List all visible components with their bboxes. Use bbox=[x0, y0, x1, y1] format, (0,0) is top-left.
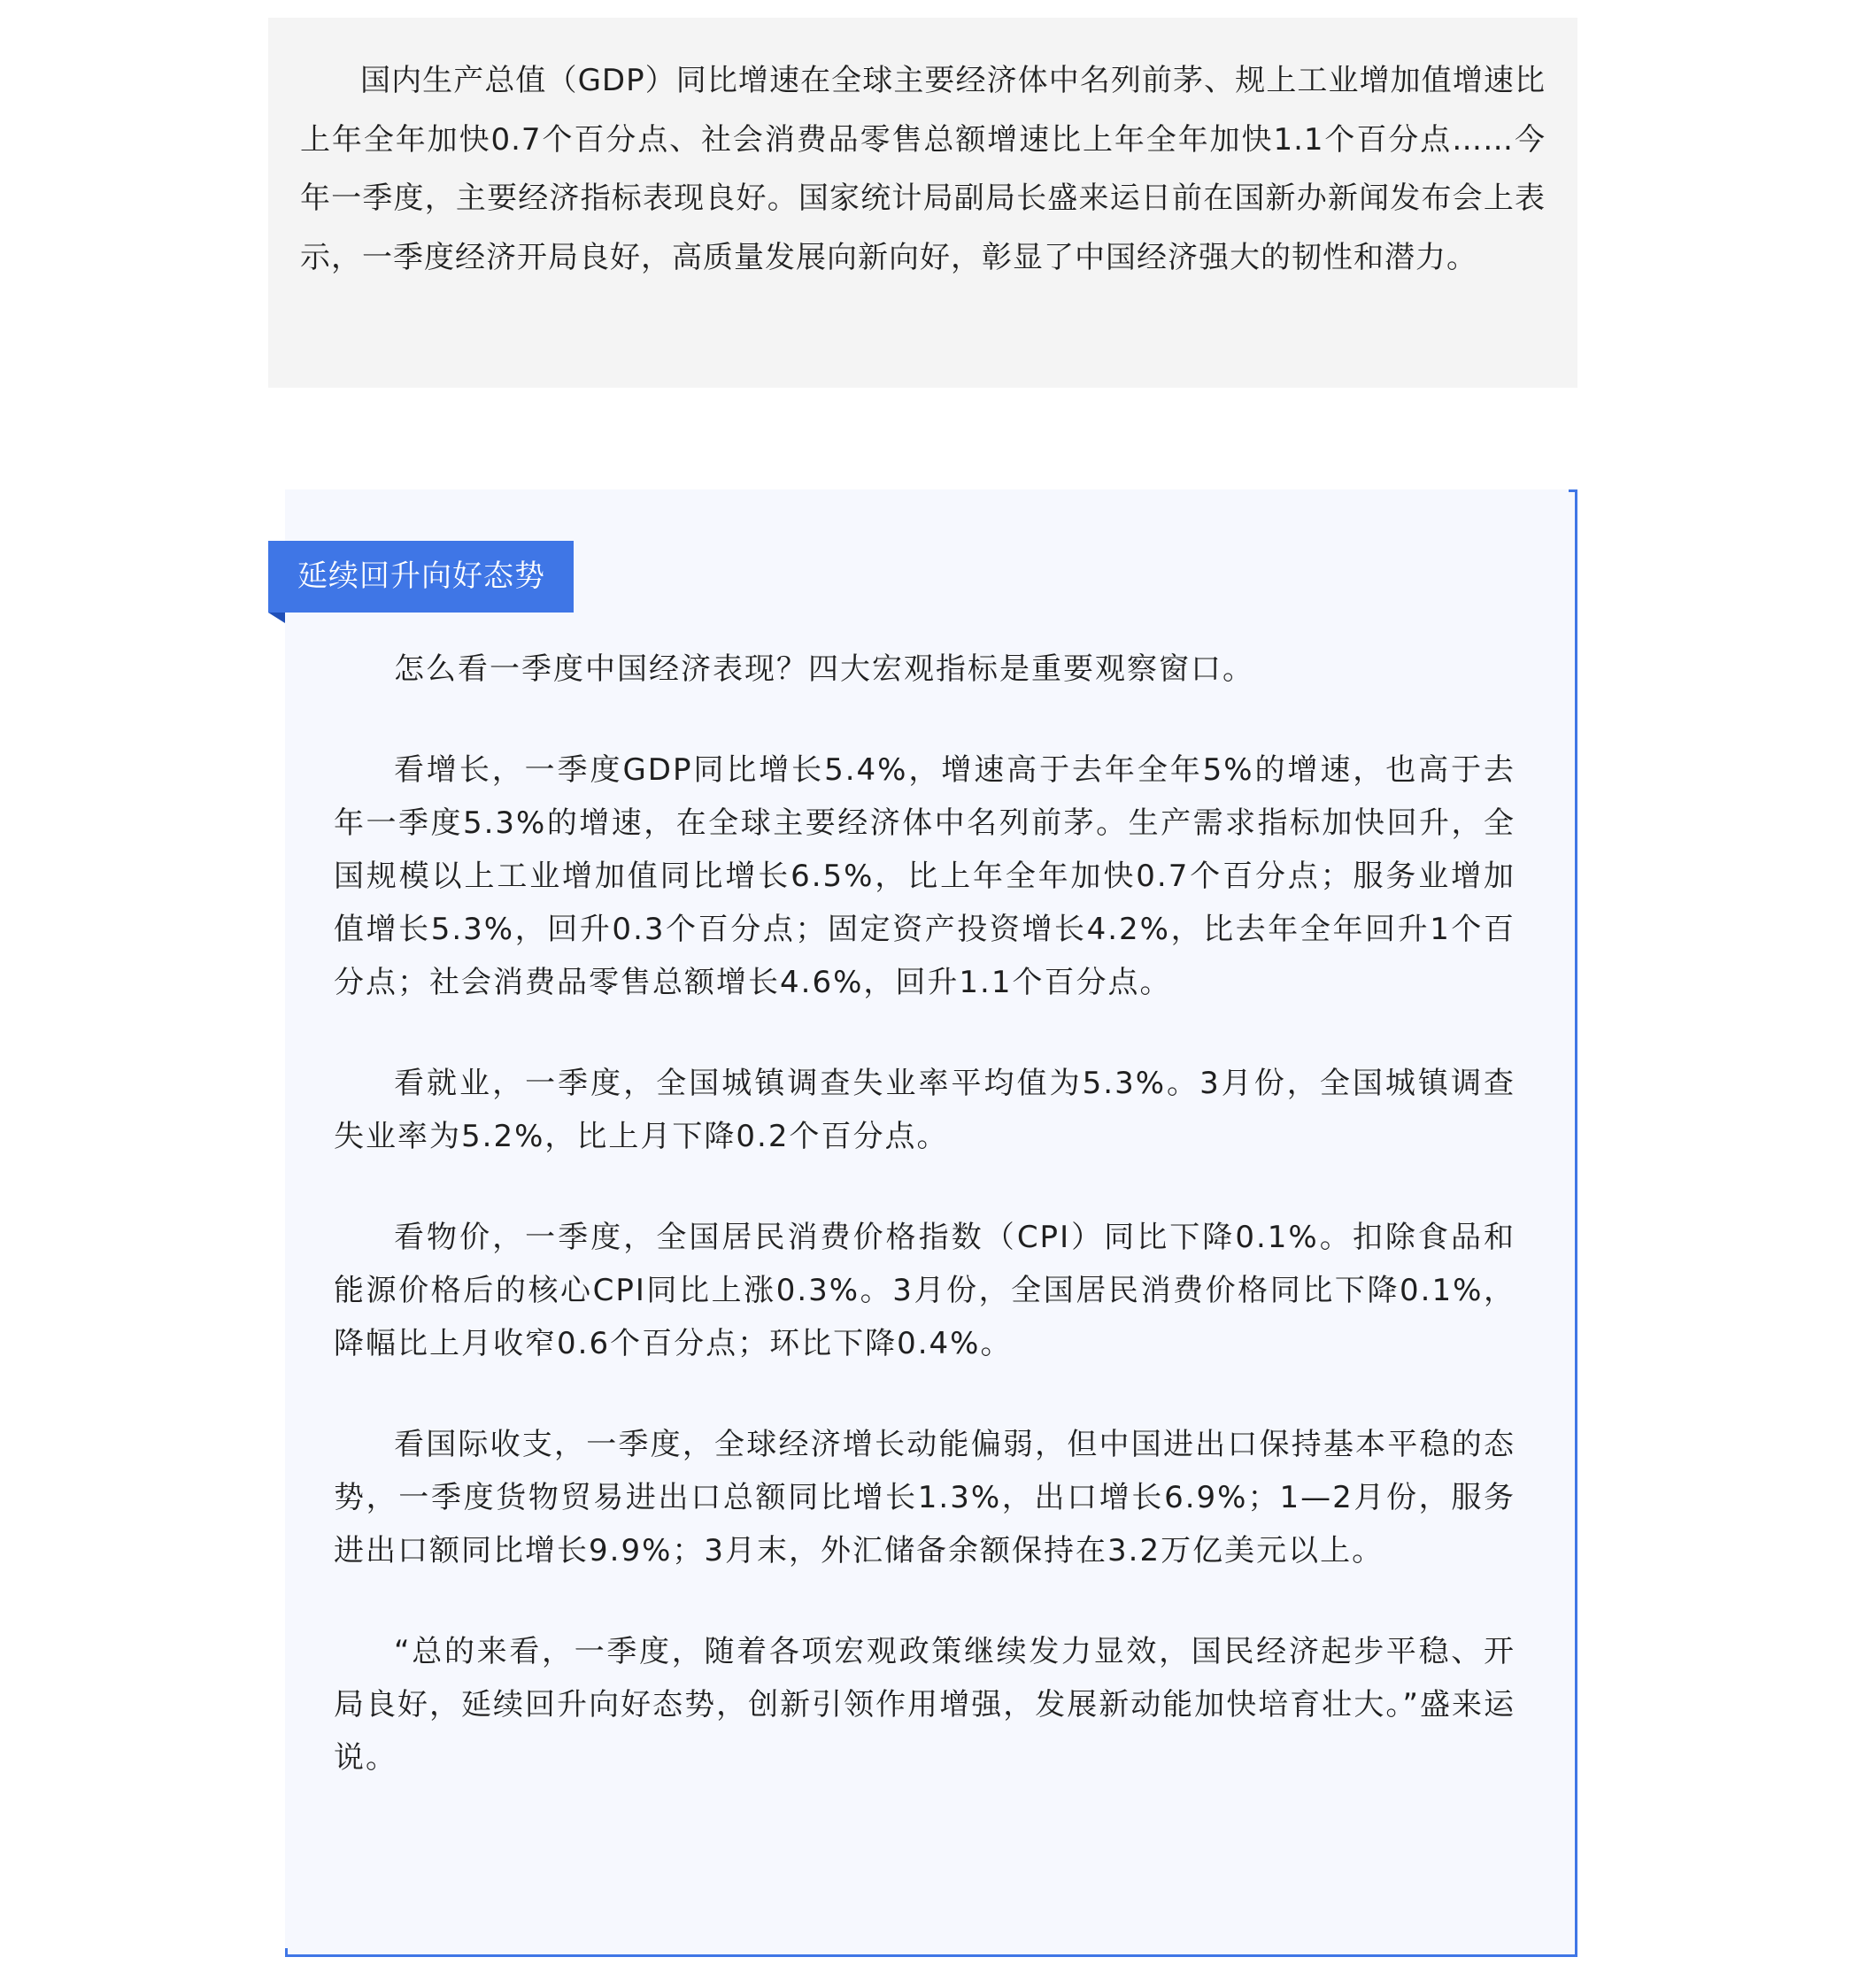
body-paragraph-employment: 看就业，一季度，全国城镇调查失业率平均值为5.3%。3月份，全国城镇调查失业率为5.2%，比上月下降0.2个百分点。 bbox=[334, 1066, 1516, 1154]
body-paragraph-intro: 怎么看一季度中国经济表现？四大宏观指标是重要观察窗口。 bbox=[394, 651, 1254, 687]
body-paragraph-balance-of-payments: 看国际收支，一季度，全球经济增长动能偏弱，但中国进出口保持基本平稳的态势，一季度货物贸易进出口总额同比增长1.3%，出口增长6.9%；1—2月份，服务进出口额同比增长9.9%；3月末，外汇储备余额保持在3.2万亿美元以上。 bbox=[334, 1427, 1516, 1568]
intro-box bbox=[268, 18, 1577, 388]
body-paragraph-quote: “总的来看，一季度，随着各项宏观政策继续发力显效，国民经济起步平稳、开局良好，延续回升向好态势，创新引领作用增强，发展新动能加快培育壮大。”盛来运说。 bbox=[334, 1634, 1516, 1776]
section-body bbox=[334, 643, 1516, 1832]
section-tag-fold bbox=[268, 613, 285, 623]
section-title-tag: 延续回升向好态势 bbox=[268, 541, 574, 613]
body-paragraph-prices: 看物价，一季度，全国居民消费价格指数（CPI）同比下降0.1%。扣除食品和能源价格后的核心CPI同比上涨0.3%。3月份，全国居民消费价格同比下降0.1%，降幅比上月收窄0.6个百分点；环比下降0.4%。 bbox=[334, 1220, 1516, 1361]
card-corner-top bbox=[1569, 489, 1577, 492]
body-paragraph-growth: 看增长，一季度GDP同比增长5.4%，增速高于去年全年5%的增速，也高于去年一季度5.3%的增速，在全球主要经济体中名列前茅。生产需求指标加快回升，全国规模以上工业增加值同比增长6.5%，比上年全年加快0.7个百分点；服务业增加值增长5.3%，回升0.3个百分点；固定资产投资增长4.2%，比去年全年回升1个百分点；社会消费品零售总额增长4.6%，回升1.1个百分点。 bbox=[334, 752, 1516, 1000]
card-corner-left bbox=[285, 1948, 288, 1957]
intro-paragraph: 国内生产总值（GDP）同比增速在全球主要经济体中名列前茅、规上工业增加值增速比上年全年加快0.7个百分点、社会消费品零售总额增速比上年全年加快1.1个百分点……今年一季度，主要经济指标表现良好。国家统计局副局长盛来运日前在国新办新闻发布会上表示，一季度经济开局良好，高质量发展向新向好，彰显了中国经济强大的韧性和潜力。 bbox=[300, 63, 1546, 275]
